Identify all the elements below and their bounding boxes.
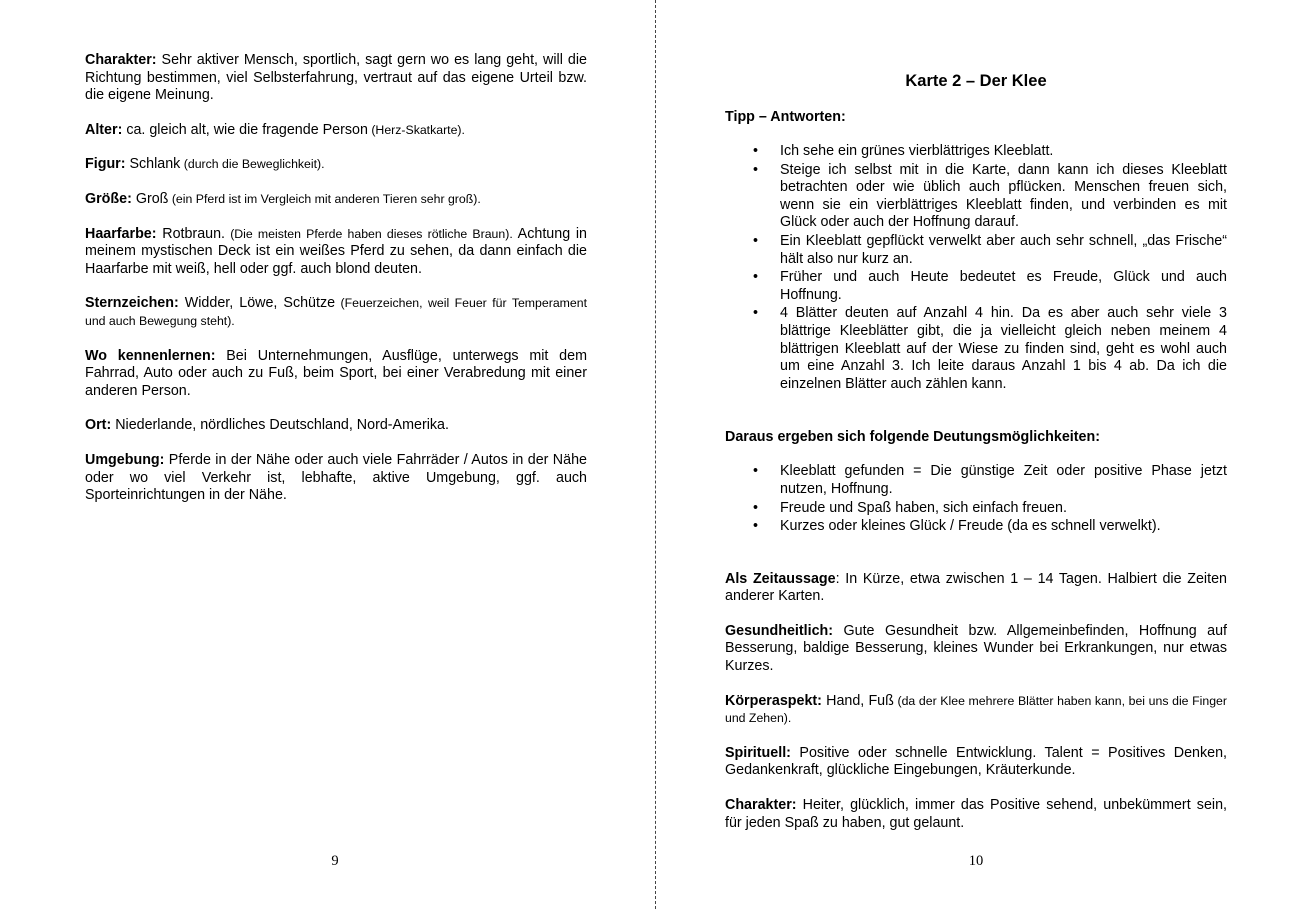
entry-text: Rotbraun. — [156, 225, 226, 242]
spacer — [725, 410, 1227, 428]
left-page-content — [85, 52, 587, 522]
spacer — [725, 553, 1227, 571]
tips-list — [725, 143, 1227, 393]
meanings-heading: Daraus ergeben sich folgende Deutungsmöglichkeiten: — [725, 429, 1100, 446]
entry-note: (ein Pferd ist im Vergleich mit anderen Tieren sehr groß). — [168, 191, 481, 206]
entry-text: Heiter, glücklich, immer das Positive sehend, unbekümmert sein, für jeden Spaß zu haben, gut gelaunt. — [725, 797, 1227, 831]
entry-label: Umgebung: — [85, 451, 165, 468]
entry-umgebung — [85, 452, 587, 505]
entry-text: Hand, Fuß — [821, 692, 894, 709]
page-number: 10 — [968, 853, 984, 869]
entry-haarfarbe — [85, 226, 587, 279]
entry-gesundheitlich — [725, 623, 1227, 676]
list-item: • Freude und Spaß haben, sich einfach freuen. — [780, 500, 1227, 518]
entry-label: Gesundheitlich: — [725, 622, 834, 639]
entry-note: (Die meisten Pferde haben dieses rötliche Braun). — [225, 226, 513, 241]
card-title: Karte 2 – Der Klee — [905, 72, 1047, 90]
entry-sternzeichen — [85, 295, 587, 330]
entry-text: Widder, Löwe, Schütze — [178, 295, 336, 312]
entry-charakter — [85, 52, 587, 105]
list-item: • Ein Kleeblatt gepflückt verwelkt aber auch sehr schnell, „das Frische“ hält also nur kurz an. — [780, 233, 1227, 268]
entry-koerperaspekt — [725, 693, 1227, 728]
entry-text: Gute Gesundheit bzw. Allgemeinbefinden, Hoffnung auf Besserung, baldige Besserung, kleines Wunder bei Erkrankungen, nur etwas Kurzes. — [725, 622, 1227, 675]
entry-label: Figur: — [85, 156, 126, 173]
entry-text: Pferde in der Nähe oder auch viele Fahrräder / Autos in der Nähe oder wo viel Verkehr ist, lebhafte, aktive Umgebung, ggf. auch Sporteinrichtungen in der Nähe. — [85, 451, 587, 504]
entry-label: Körperaspekt: — [725, 692, 822, 709]
list-item: • Kleeblatt gefunden = Die günstige Zeit oder positive Phase jetzt nutzen, Hoffnung. — [780, 463, 1227, 498]
list-item: • 4 Blätter deuten auf Anzahl 4 hin. Da es aber auch sehr viele 3 blättrige Kleeblätter gibt, die ja vielleicht gleich neben meinem 4 blättrigen Kleeblatt auf der Wiese zu finden sind, geht es wohl auch um eine Anzahl 3. Ich leite daraus Anzahl 1 bis 4 ab. Da ich die einzelnen Blätter auch zählen kann. — [780, 305, 1227, 393]
entry-alter — [85, 122, 587, 140]
tips-heading: Tipp – Antworten: — [725, 109, 846, 125]
entry-text-continued: Achtung in meinem mystischen Deck ist ein weißes Pferd zu sehen, da dann einfach die Haarfarbe mit weiß, hell oder ggf. auch blond deuten. — [85, 225, 587, 277]
meanings-list — [725, 463, 1227, 535]
page-number: 9 — [331, 853, 339, 869]
entry-label: Haarfarbe: — [85, 225, 157, 242]
list-item: • Früher und auch Heute bedeutet es Freude, Glück und auch Hoffnung. — [780, 269, 1227, 304]
entry-groesse — [85, 191, 587, 209]
entry-label: Charakter: — [725, 797, 797, 814]
entry-note: (durch die Beweglichkeit). — [180, 157, 325, 172]
entry-text: Positive oder schnelle Entwicklung. Talent = Positives Denken, Gedankenkraft, glückliche Eingebungen, Kräuterkunde. — [725, 744, 1227, 779]
entry-spirituell — [725, 745, 1227, 780]
entry-text: : In Kürze, etwa zwischen 1 – 14 Tagen. Halbiert die Zeiten anderer Karten. — [725, 570, 1227, 605]
entry-figur — [85, 156, 587, 174]
entry-label: Als Zeitaussage — [725, 570, 836, 587]
entry-note: (Feuerzeichen, weil Feuer für Temperament und auch Bewegung steht). — [85, 296, 587, 328]
list-item: • Kurzes oder kleines Glück / Freude (da es schnell verwelkt). — [780, 518, 1227, 536]
entry-text: ca. gleich alt, wie die fragende Person — [122, 121, 368, 138]
entry-label: Wo kennenlernen: — [85, 347, 216, 364]
entry-charakter — [725, 797, 1227, 832]
right-page-content — [725, 70, 1227, 849]
entry-text: Niederlande, nördliches Deutschland, Nord-Amerika. — [111, 417, 449, 434]
entry-label: Spirituell: — [725, 744, 791, 761]
list-item: • Steige ich selbst mit in die Karte, dann kann ich dieses Kleeblatt betrachten oder wie üblich auch pflücken. Menschen freuen sich, wenn sie ein vierblättriges Kleeblatt finden, und verbinden es mit Glück oder auch der Hoffnung darauf. — [780, 162, 1227, 232]
entry-note: (da der Klee mehrere Blätter haben kann, bei uns die Finger und Zehen). — [725, 693, 1227, 726]
list-item: • Ich sehe ein grünes vierblättriges Kleeblatt. — [780, 143, 1227, 161]
entry-label: Charakter: — [85, 52, 157, 68]
entry-text: Bei Unternehmungen, Ausflüge, unterwegs mit dem Fahrrad, Auto oder auch zu Fuß, beim Sport, bei einer Verabredung mit einer anderen Person. — [85, 347, 587, 399]
entry-text: Sehr aktiver Mensch, sportlich, sagt gern wo es lang geht, will die Richtung bestimmen, viel Selbsterfahrung, vertraut auf das eigene Urteil bzw. die eigene Meinung. — [85, 52, 587, 104]
entry-label: Ort: — [85, 417, 112, 434]
entry-ort — [85, 417, 587, 435]
entry-label: Sternzeichen: — [85, 295, 179, 312]
entry-note: (Herz-Skatkarte). — [367, 122, 465, 137]
entry-text: Groß — [131, 190, 169, 207]
entry-zeitaussage — [725, 571, 1227, 606]
entry-text: Schlank — [125, 156, 181, 173]
right-page — [656, 0, 1306, 909]
entry-label: Alter: — [85, 121, 123, 138]
entry-wo-kennenlernen — [85, 348, 587, 401]
entry-label: Größe: — [85, 190, 132, 207]
